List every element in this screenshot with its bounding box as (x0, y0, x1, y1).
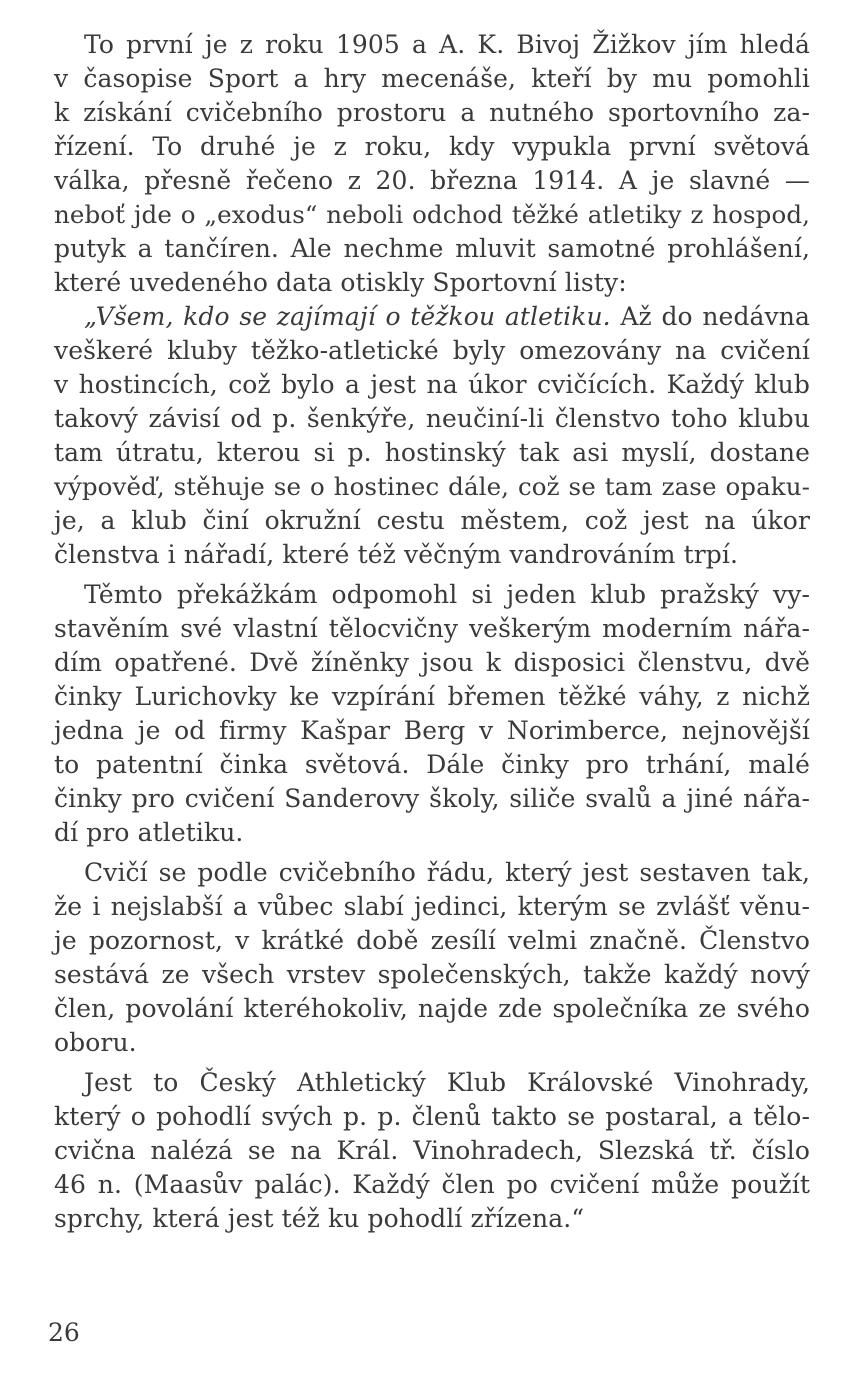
text-line: dí pro atletiku. (54, 818, 244, 847)
paragraph-2 (54, 300, 810, 572)
text-fragment: Až do nedávna (610, 302, 810, 331)
text-line: neboť jde o „exodus“ neboli odchod těžké atletiky z hospod, (54, 200, 810, 229)
text-line: dím opatřené. Dvě žíněnky jsou k disposici členstvu, dvě (54, 648, 810, 677)
text-line: že i nejslabší a vůbec slabí jedinci, kterým se zvlášť věnu- (54, 892, 810, 921)
book-page (54, 28, 810, 1236)
text-line: činky pro cvičení Sanderovy školy, siliče svalů a jiné nářa- (54, 784, 810, 813)
text-line: Jest to Český Athletický Klub Královské Vinohrady, (84, 1068, 810, 1097)
text-line: k získání cvičebního prostoru a nutného sportovního za- (54, 98, 810, 127)
text-line: sprchy, která jest též ku pohodlí zřízena.“ (54, 1204, 585, 1233)
text-line: v hostincích, což bylo a jest na úkor cvičících. Každý klub (54, 370, 810, 399)
paragraph-3 (54, 578, 810, 850)
paragraph-5 (54, 1066, 810, 1236)
text-line: které uvedeného data otiskly Sportovní listy: (54, 268, 627, 297)
text-line: to patentní činka světová. Dále činky pro trhání, malé (54, 750, 810, 779)
text-line: To první je z roku 1905 a A. K. Bivoj Žižkov jím hledá (84, 30, 810, 59)
text-line: činky Lurichovky ke vzpírání břemen těžké váhy, z nichž (54, 682, 810, 711)
text-line: člen, povolání kteréhokoliv, najde zde společníka ze svého (54, 994, 810, 1023)
text-line: členstva i nářadí, které též věčným vandrováním trpí. (54, 540, 739, 569)
paragraph-4 (54, 856, 810, 1060)
text-line: Těmto překážkám odpomohl si jeden klub pražský vy- (84, 580, 810, 609)
text-line: válka, přesně řečeno z 20. března 1914. A je slavné — (54, 166, 810, 195)
text-line: stavěním své vlastní tělocvičny veškerým moderním nářa- (54, 614, 810, 643)
text-line: sestává ze všech vrstev společenských, takže každý nový (54, 960, 810, 989)
text-line: oboru. (54, 1028, 137, 1057)
text-line: Cvičí se podle cvičebního řádu, který jest sestaven tak, (84, 858, 810, 887)
quote-heading-italic: „Všem, kdo se zajímají o těžkou atletiku. (84, 302, 611, 331)
text-line: řízení. To druhé je z roku, kdy vypukla první světová (54, 132, 810, 161)
text-line: jedna je od firmy Kašpar Berg v Norimberce, nejnovější (54, 716, 810, 745)
page-number: 26 (48, 1318, 80, 1347)
text-line: putyk a tančíren. Ale nechme mluvit samotné prohlášení, (54, 234, 810, 263)
text-line: cvična nalézá se na Král. Vinohradech, Slezská tř. číslo (54, 1136, 810, 1165)
text-line: 46 n. (Maasův palác). Každý člen po cvičení může použít (54, 1170, 810, 1199)
text-line: je pozornost, v krátké době zesílí velmi značně. Členstvo (54, 926, 810, 955)
text-line: který o pohodlí svých p. p. členů takto se postaral, a tělo- (54, 1102, 810, 1131)
text-line: veškeré kluby těžko-atletické byly omezovány na cvičení (54, 336, 810, 365)
paragraph-1 (54, 28, 810, 300)
text-line (54, 300, 810, 334)
text-line: je, a klub činí okružní cestu městem, což jest na úkor (54, 506, 810, 535)
text-line: výpověď, stěhuje se o hostinec dále, což se tam zase opaku- (54, 472, 810, 501)
text-line: tam útratu, kterou si p. hostinský tak asi myslí, dostane (54, 438, 810, 467)
text-line: v časopise Sport a hry mecenáše, kteří by mu pomohli (54, 64, 810, 93)
text-line: takový závisí od p. šenkýře, neučiní-li členstvo toho klubu (54, 404, 810, 433)
